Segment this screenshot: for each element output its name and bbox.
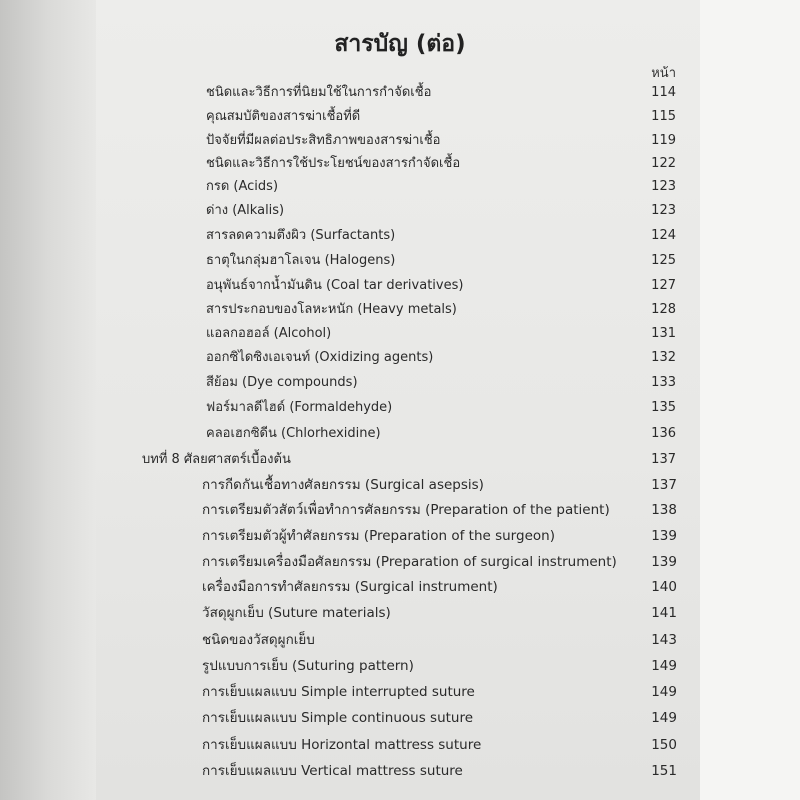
- toc-entry: [202, 734, 677, 756]
- toc-entry-page-number: 141: [651, 605, 677, 621]
- toc-entry-title: ปัจจัยที่มีผลต่อประสิทธิภาพของสารฆ่าเชื้อ: [206, 133, 441, 148]
- toc-entry-page-number: 132: [651, 350, 676, 365]
- toc-entry-title: รูปแบบการเย็บ (Suturing pattern): [202, 658, 414, 674]
- toc-entry: [206, 250, 676, 272]
- toc-entry-title: ชนิดและวิธีการที่นิยมใช้ในการกำจัดเชื้อ: [206, 85, 432, 100]
- toc-entry-title: การเตรียมตัวสัตว์เพื่อทำการศัลยกรรม (Preparation of the patient): [202, 502, 610, 518]
- toc-entry-page-number: 127: [651, 278, 676, 293]
- toc-entry-page-number: 123: [651, 179, 676, 194]
- toc-entry: [202, 629, 677, 651]
- toc-entry: [202, 681, 677, 703]
- toc-entry: [206, 372, 676, 394]
- toc-entry-page-number: 136: [651, 426, 676, 441]
- toc-entry-title: ชนิดของวัสดุผูกเย็บ: [202, 632, 315, 648]
- toc-entry-page-number: 137: [651, 452, 676, 467]
- toc-entry: [206, 176, 676, 198]
- toc-entry: [206, 200, 676, 222]
- page-gutter-shadow: [0, 0, 108, 800]
- toc-entry-title: สีย้อม (Dye compounds): [206, 375, 358, 390]
- toc-entry-title: อนุพันธ์จากน้ำมันดิน (Coal tar derivatives): [206, 278, 464, 293]
- toc-entry-title: ธาตุในกลุ่มฮาโลเจน (Halogens): [206, 253, 396, 268]
- toc-entry-title: การเตรียมตัวผู้ทำศัลยกรรม (Preparation of the surgeon): [202, 528, 555, 544]
- toc-entry-page-number: 150: [651, 737, 677, 753]
- toc-entry-page-number: 149: [651, 684, 677, 700]
- toc-entry-page-number: 139: [651, 528, 677, 544]
- toc-entry-title: การเย็บแผลแบบ Horizontal mattress suture: [202, 737, 482, 753]
- toc-entry-title: ชนิดและวิธีการใช้ประโยชน์ของสารกำจัดเชื้อ: [206, 156, 461, 171]
- toc-entry: [206, 225, 676, 247]
- toc-entry: [206, 275, 676, 297]
- toc-entry-title: ฟอร์มาลดีไฮด์ (Formaldehyde): [206, 400, 393, 415]
- toc-entry-page-number: 140: [651, 579, 677, 595]
- toc-entry-page-number: 151: [651, 763, 677, 779]
- page-number-column-header: หน้า: [651, 66, 676, 81]
- toc-entry-page-number: 125: [651, 253, 676, 268]
- toc-entry-title: เครื่องมือการทำศัลยกรรม (Surgical instrument): [202, 579, 498, 595]
- toc-entry-title: การเตรียมเครื่องมือศัลยกรรม (Preparation of surgical instrument): [202, 554, 617, 570]
- toc-entry-page-number: 128: [651, 302, 676, 317]
- toc-entry-page-number: 137: [651, 477, 677, 493]
- toc-entry-title: การกีดกันเชื้อทางศัลยกรรม (Surgical asepsis): [202, 477, 484, 493]
- toc-entry-title: คุณสมบัติของสารฆ่าเชื้อที่ดี: [206, 109, 361, 124]
- toc-entry: [202, 655, 677, 677]
- toc-entry-title: วัสดุผูกเย็บ (Suture materials): [202, 605, 391, 621]
- toc-entry: [206, 106, 676, 128]
- toc-entry-page-number: 138: [651, 502, 677, 518]
- toc-entry-page-number: 122: [651, 156, 676, 171]
- toc-entry: [202, 474, 677, 496]
- toc-entry-title: การเย็บแผลแบบ Vertical mattress suture: [202, 763, 463, 779]
- toc-entry-page-number: 115: [651, 109, 676, 124]
- toc-entry: [202, 576, 677, 598]
- toc-entry-page-number: 119: [651, 133, 676, 148]
- toc-entry: [202, 602, 677, 624]
- toc-entry: [202, 707, 677, 729]
- background-edge: [700, 0, 800, 800]
- toc-entry-title: ออกซิไดซิงเอเจนท์ (Oxidizing agents): [206, 350, 434, 365]
- toc-entry: [206, 323, 676, 345]
- toc-entry-page-number: 131: [651, 326, 676, 341]
- toc-entry-title: บทที่ 8 ศัลยศาสตร์เบื้องต้น: [142, 452, 291, 467]
- toc-entry-title: สารประกอบของโลหะหนัก (Heavy metals): [206, 302, 457, 317]
- toc-entry: [202, 551, 677, 573]
- toc-entry-page-number: 149: [651, 710, 677, 726]
- toc-entry-page-number: 149: [651, 658, 677, 674]
- chapter-heading: [142, 449, 676, 471]
- toc-entry-title: กรด (Acids): [206, 179, 279, 194]
- toc-entry: [206, 347, 676, 369]
- toc-entry-page-number: 143: [651, 632, 677, 648]
- toc-entry-page-number: 124: [651, 228, 676, 243]
- toc-entry: [206, 299, 676, 321]
- toc-entry-title: การเย็บแผลแบบ Simple interrupted suture: [202, 684, 475, 700]
- toc-entry-title: คลอเฮกซิดีน (Chlorhexidine): [206, 426, 381, 441]
- toc-entry: [206, 153, 676, 175]
- toc-entry: [202, 499, 677, 521]
- toc-entry-title: แอลกอฮอล์ (Alcohol): [206, 326, 332, 341]
- toc-entry-page-number: 139: [651, 554, 677, 570]
- toc-entry: [206, 397, 676, 419]
- toc-entry-title: สารลดความตึงผิว (Surfactants): [206, 228, 396, 243]
- toc-entry-title: การเย็บแผลแบบ Simple continuous suture: [202, 710, 474, 726]
- toc-entry-page-number: 114: [651, 85, 676, 100]
- toc-entry: [202, 760, 677, 782]
- toc-entry-page-number: 133: [651, 375, 676, 390]
- toc-entry: [206, 130, 676, 152]
- toc-entry-title: ด่าง (Alkalis): [206, 203, 285, 218]
- toc-entry: [206, 423, 676, 445]
- page-title: สารบัญ (ต่อ): [334, 31, 466, 57]
- toc-entry-page-number: 135: [651, 400, 676, 415]
- toc-entry: [202, 525, 677, 547]
- toc-entry-page-number: 123: [651, 203, 676, 218]
- toc-entry: [206, 82, 676, 104]
